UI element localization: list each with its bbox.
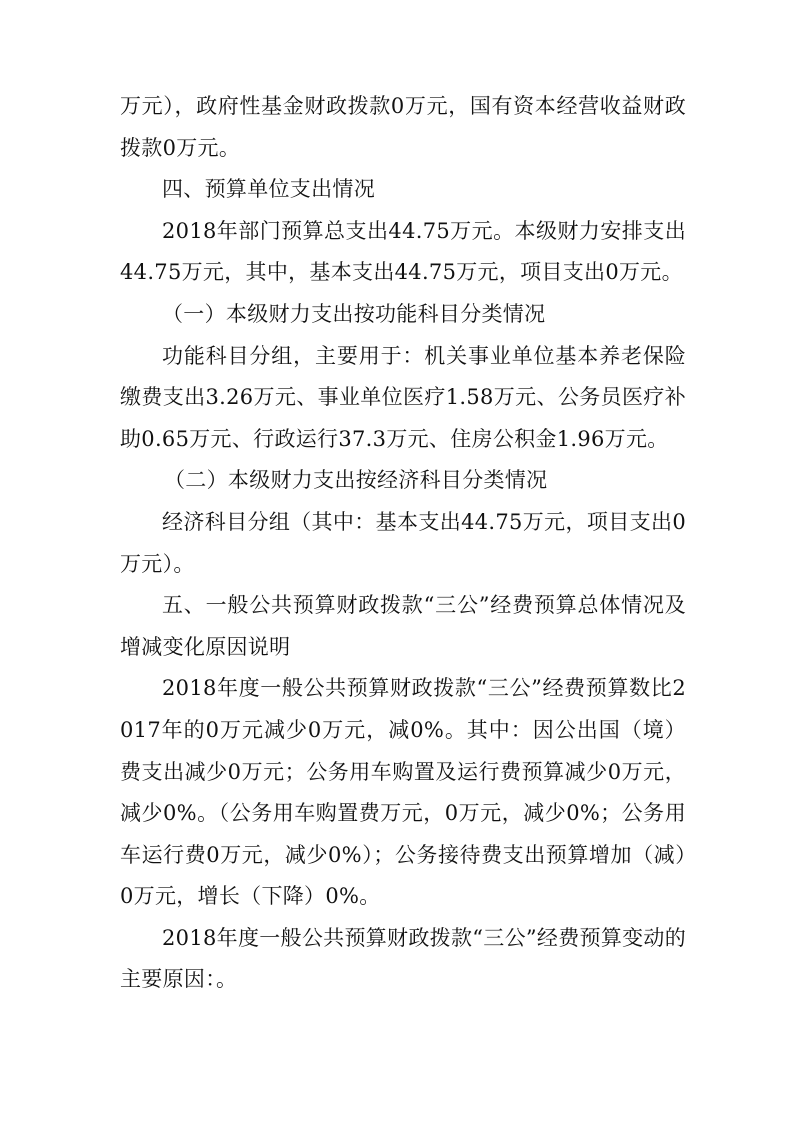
paragraph-three-public-comparison: 2018年度一般公共预算财政拨款“三公”经费预算数比2017年的0万元减少0万元，减0%。其中：因公出国（境）费支出减少0万元；公务用车购置及运行费预算减少0万元，减少0%。（公务用车购置费万元，0万元，减少0%；公务用车运行费0万元，减少0%）；公务接待费支出预算增加（减）0万元，增长（下降）0%。 xyxy=(120,676,686,909)
section-heading-three-public-expenses: 五、一般公共预算财政拨款“三公”经费预算总体情况及增减变化原因说明 xyxy=(120,593,686,659)
section-heading-unit-expenditure: 四、预算单位支出情况 xyxy=(162,177,375,202)
paragraph-change-reason: 2018年度一般公共预算财政拨款“三公”经费预算变动的主要原因：。 xyxy=(120,925,687,992)
paragraph-functional-items: 功能科目分组，主要用于：机关事业单位基本养老保险缴费支出3.26万元、事业单位医疗1.58万元、公务员医疗补助0.65万元、行政运行37.3万元、住房公积金1.96万元。 xyxy=(120,343,686,451)
document-body xyxy=(120,86,686,1001)
paragraph-continued-funding: 万元），政府性基金财政拨款0万元，国有资本经营收益财政拨款0万元。 xyxy=(120,94,686,160)
paragraph-economic-items: 经济科目分组（其中：基本支出44.75万元，项目支出0万元）。 xyxy=(120,509,686,576)
paragraph-total-expenditure: 2018年部门预算总支出44.75万元。本级财力安排支出44.75万元，其中，基本支出44.75万元，项目支出0万元。 xyxy=(120,218,686,285)
subheading-economic-classification: （二）本级财力支出按经济科目分类情况 xyxy=(164,468,548,493)
subheading-functional-classification: （一）本级财力支出按功能科目分类情况 xyxy=(162,301,546,326)
